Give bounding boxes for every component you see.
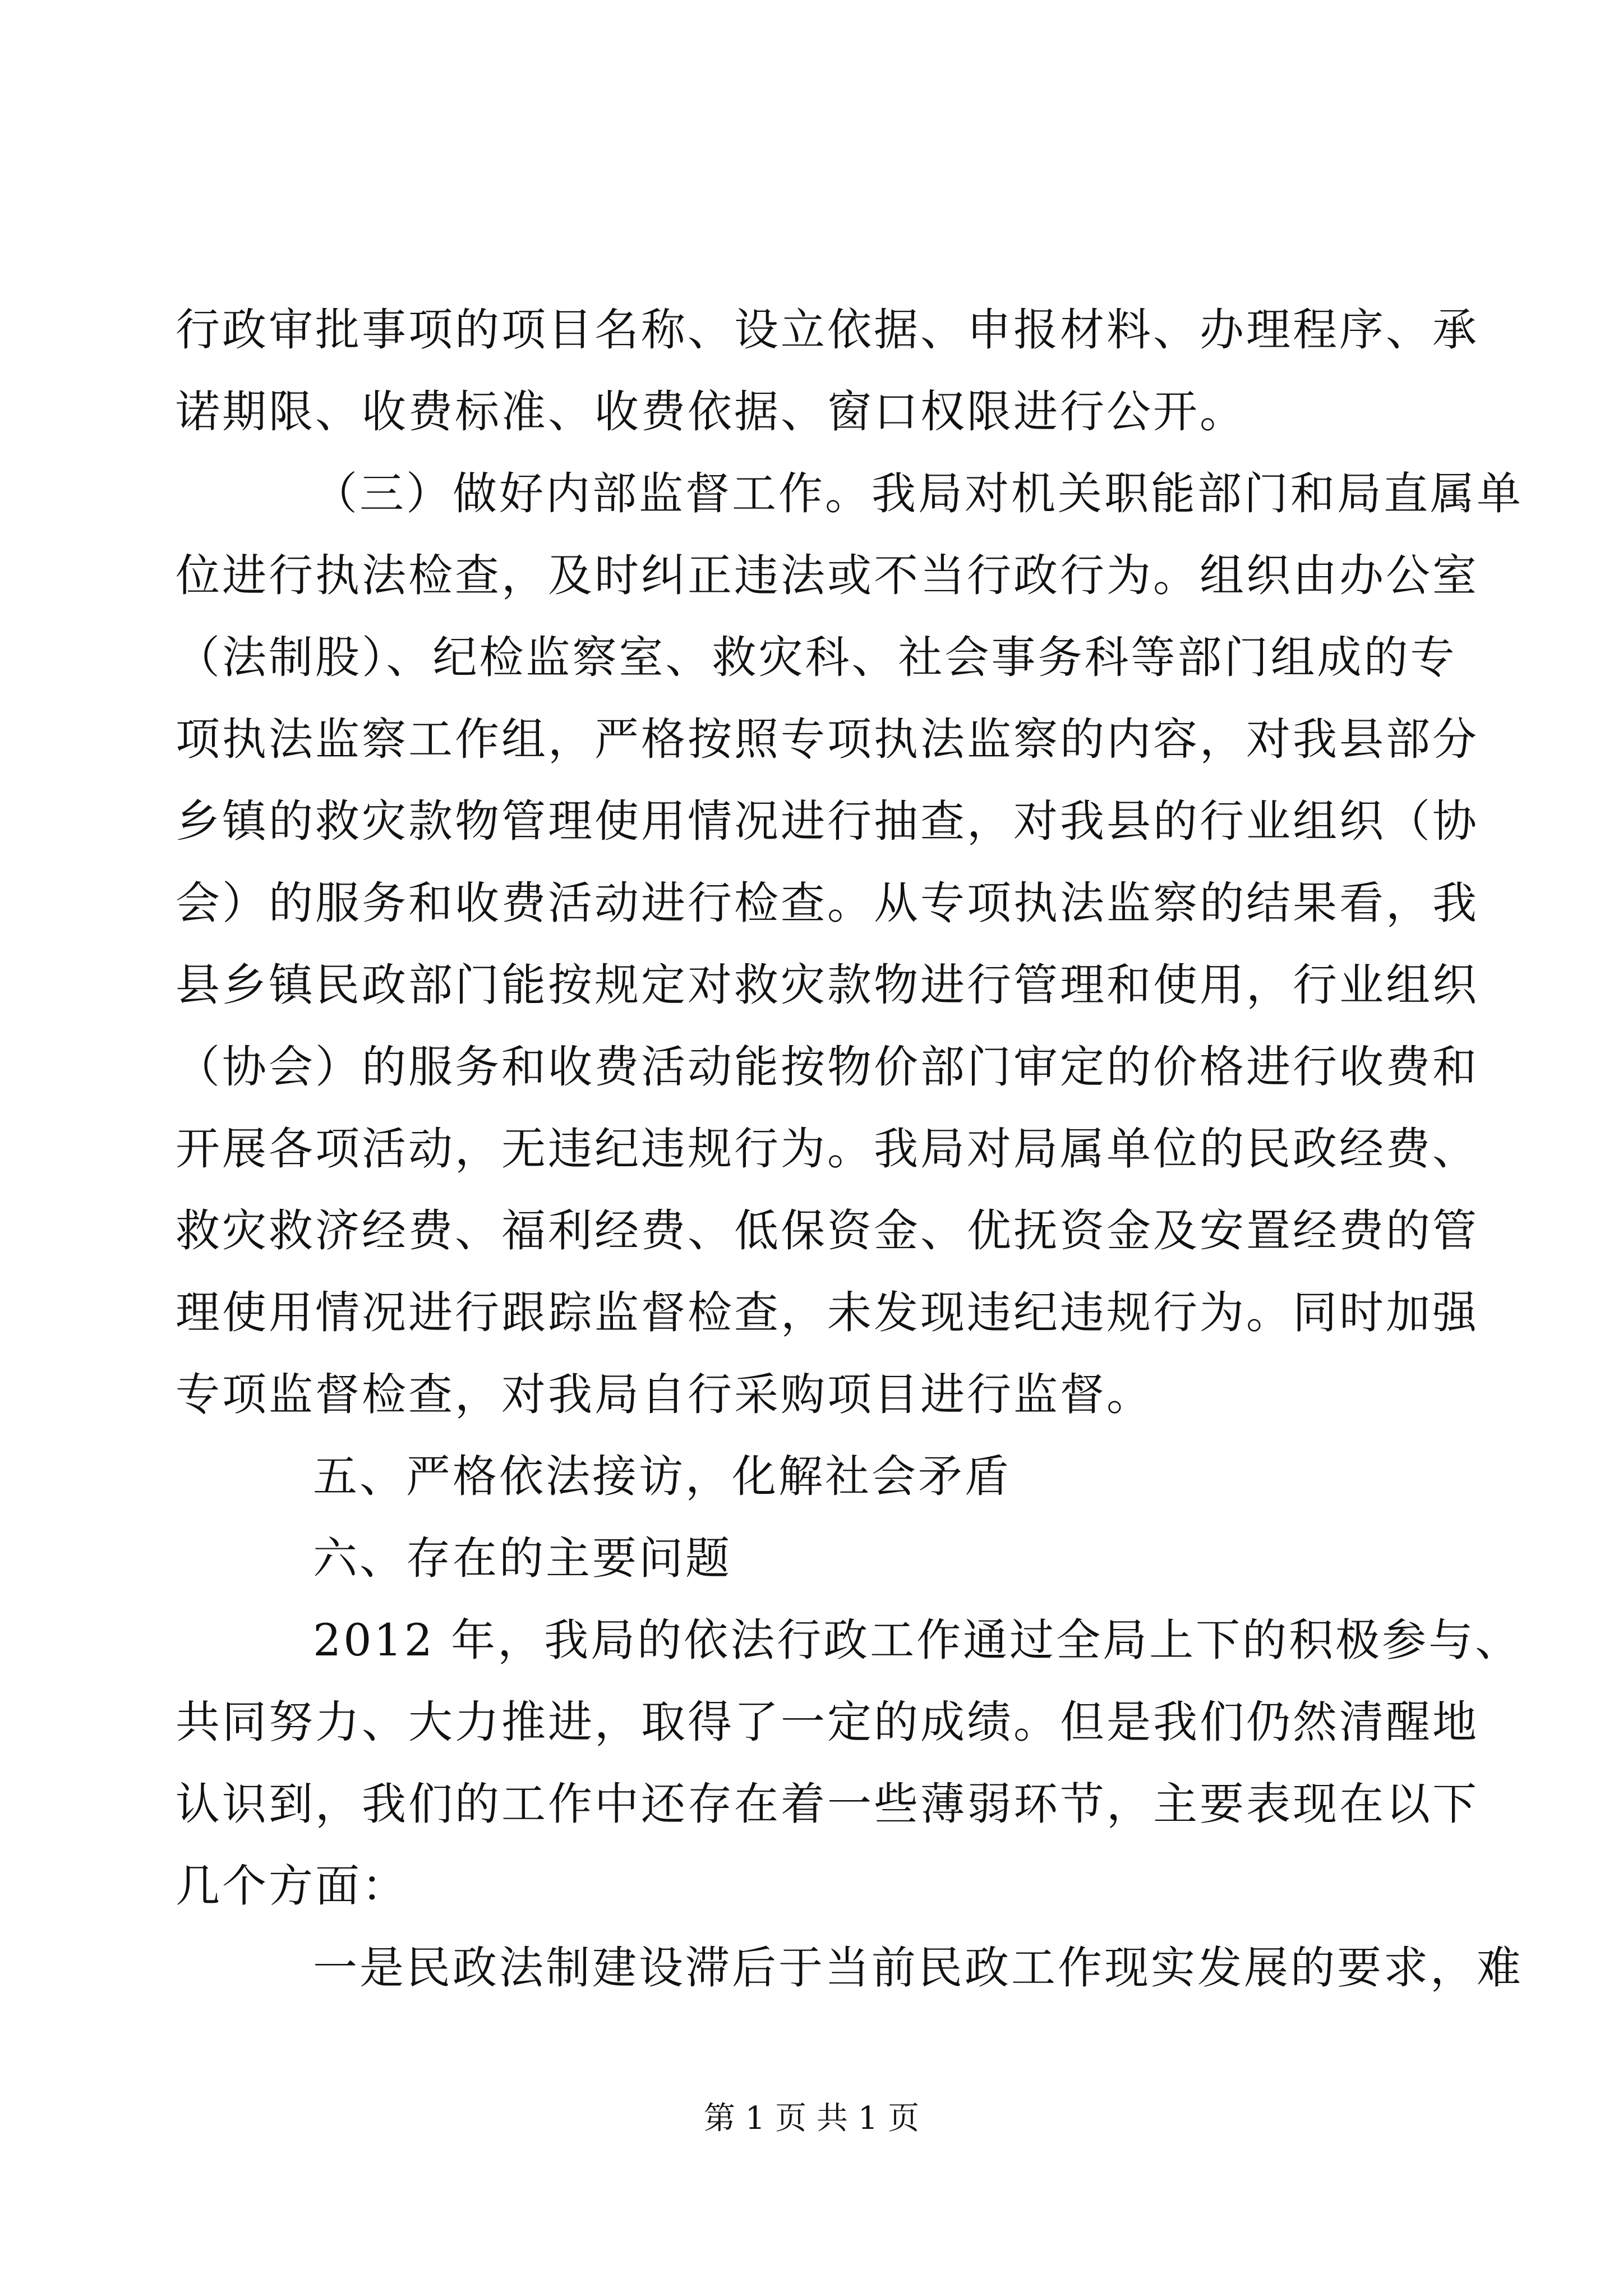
paragraph-start-line: 2012 年，我局的依法行政工作通过全局上下的积极参与、 xyxy=(313,1614,1522,1666)
page-footer xyxy=(0,2099,1623,2138)
document-body xyxy=(176,289,1523,2009)
text-line: （法制股）、纪检监察室、救灾科、社会事务科等部门组成的专 xyxy=(176,632,1457,683)
page-number-label: 第 1 页 共 1 页 xyxy=(703,2100,920,2137)
text-line: 认识到，我们的工作中还存在着一些薄弱环节，主要表现在以下 xyxy=(176,1778,1479,1830)
section-heading: 六、存在的主要问题 xyxy=(313,1533,732,1584)
text-line: 理使用情况进行跟踪监督检查，未发现违纪违规行为。同时加强 xyxy=(176,1287,1479,1338)
text-line: 会）的服务和收费活动进行检查。从专项执法监察的结果看，我 xyxy=(176,877,1479,929)
section-heading: 五、严格依法接访，化解社会矛盾 xyxy=(313,1451,1011,1502)
text-line: 救灾救济经费、福利经费、低保资金、优抚资金及安置经费的管 xyxy=(176,1205,1479,1257)
text-line: 县乡镇民政部门能按规定对救灾款物进行管理和使用，行业组织 xyxy=(176,959,1479,1011)
text-line: 共同努力、大力推进，取得了一定的成绩。但是我们仍然清醒地 xyxy=(176,1696,1479,1748)
text-line: 专项监督检查，对我局自行采购项目进行监督。 xyxy=(176,1369,1153,1420)
text-line: 几个方面： xyxy=(176,1860,408,1912)
text-line: 开展各项活动，无违纪违规行为。我局对局属单位的民政经费、 xyxy=(176,1123,1479,1175)
paragraph-start-line: （三）做好内部监督工作。我局对机关职能部门和局直属单 xyxy=(313,468,1523,519)
text-line: 乡镇的救灾款物管理使用情况进行抽查，对我县的行业组织（协 xyxy=(176,795,1479,847)
text-line: 位进行执法检查，及时纠正违法或不当行政行为。组织由办公室 xyxy=(176,550,1479,601)
text-line: 项执法监察工作组，严格按照专项执法监察的内容，对我县部分 xyxy=(176,714,1479,765)
paragraph-start-line: 一是民政法制建设滞后于当前民政工作现实发展的要求，难 xyxy=(313,1942,1523,1994)
text-line: 行政审批事项的项目名称、设立依据、申报材料、办理程序、承 xyxy=(176,304,1479,356)
text-line: （协会）的服务和收费活动能按物价部门审定的价格进行收费和 xyxy=(176,1041,1479,1093)
text-line: 诺期限、收费标准、收费依据、窗口权限进行公开。 xyxy=(176,386,1246,438)
